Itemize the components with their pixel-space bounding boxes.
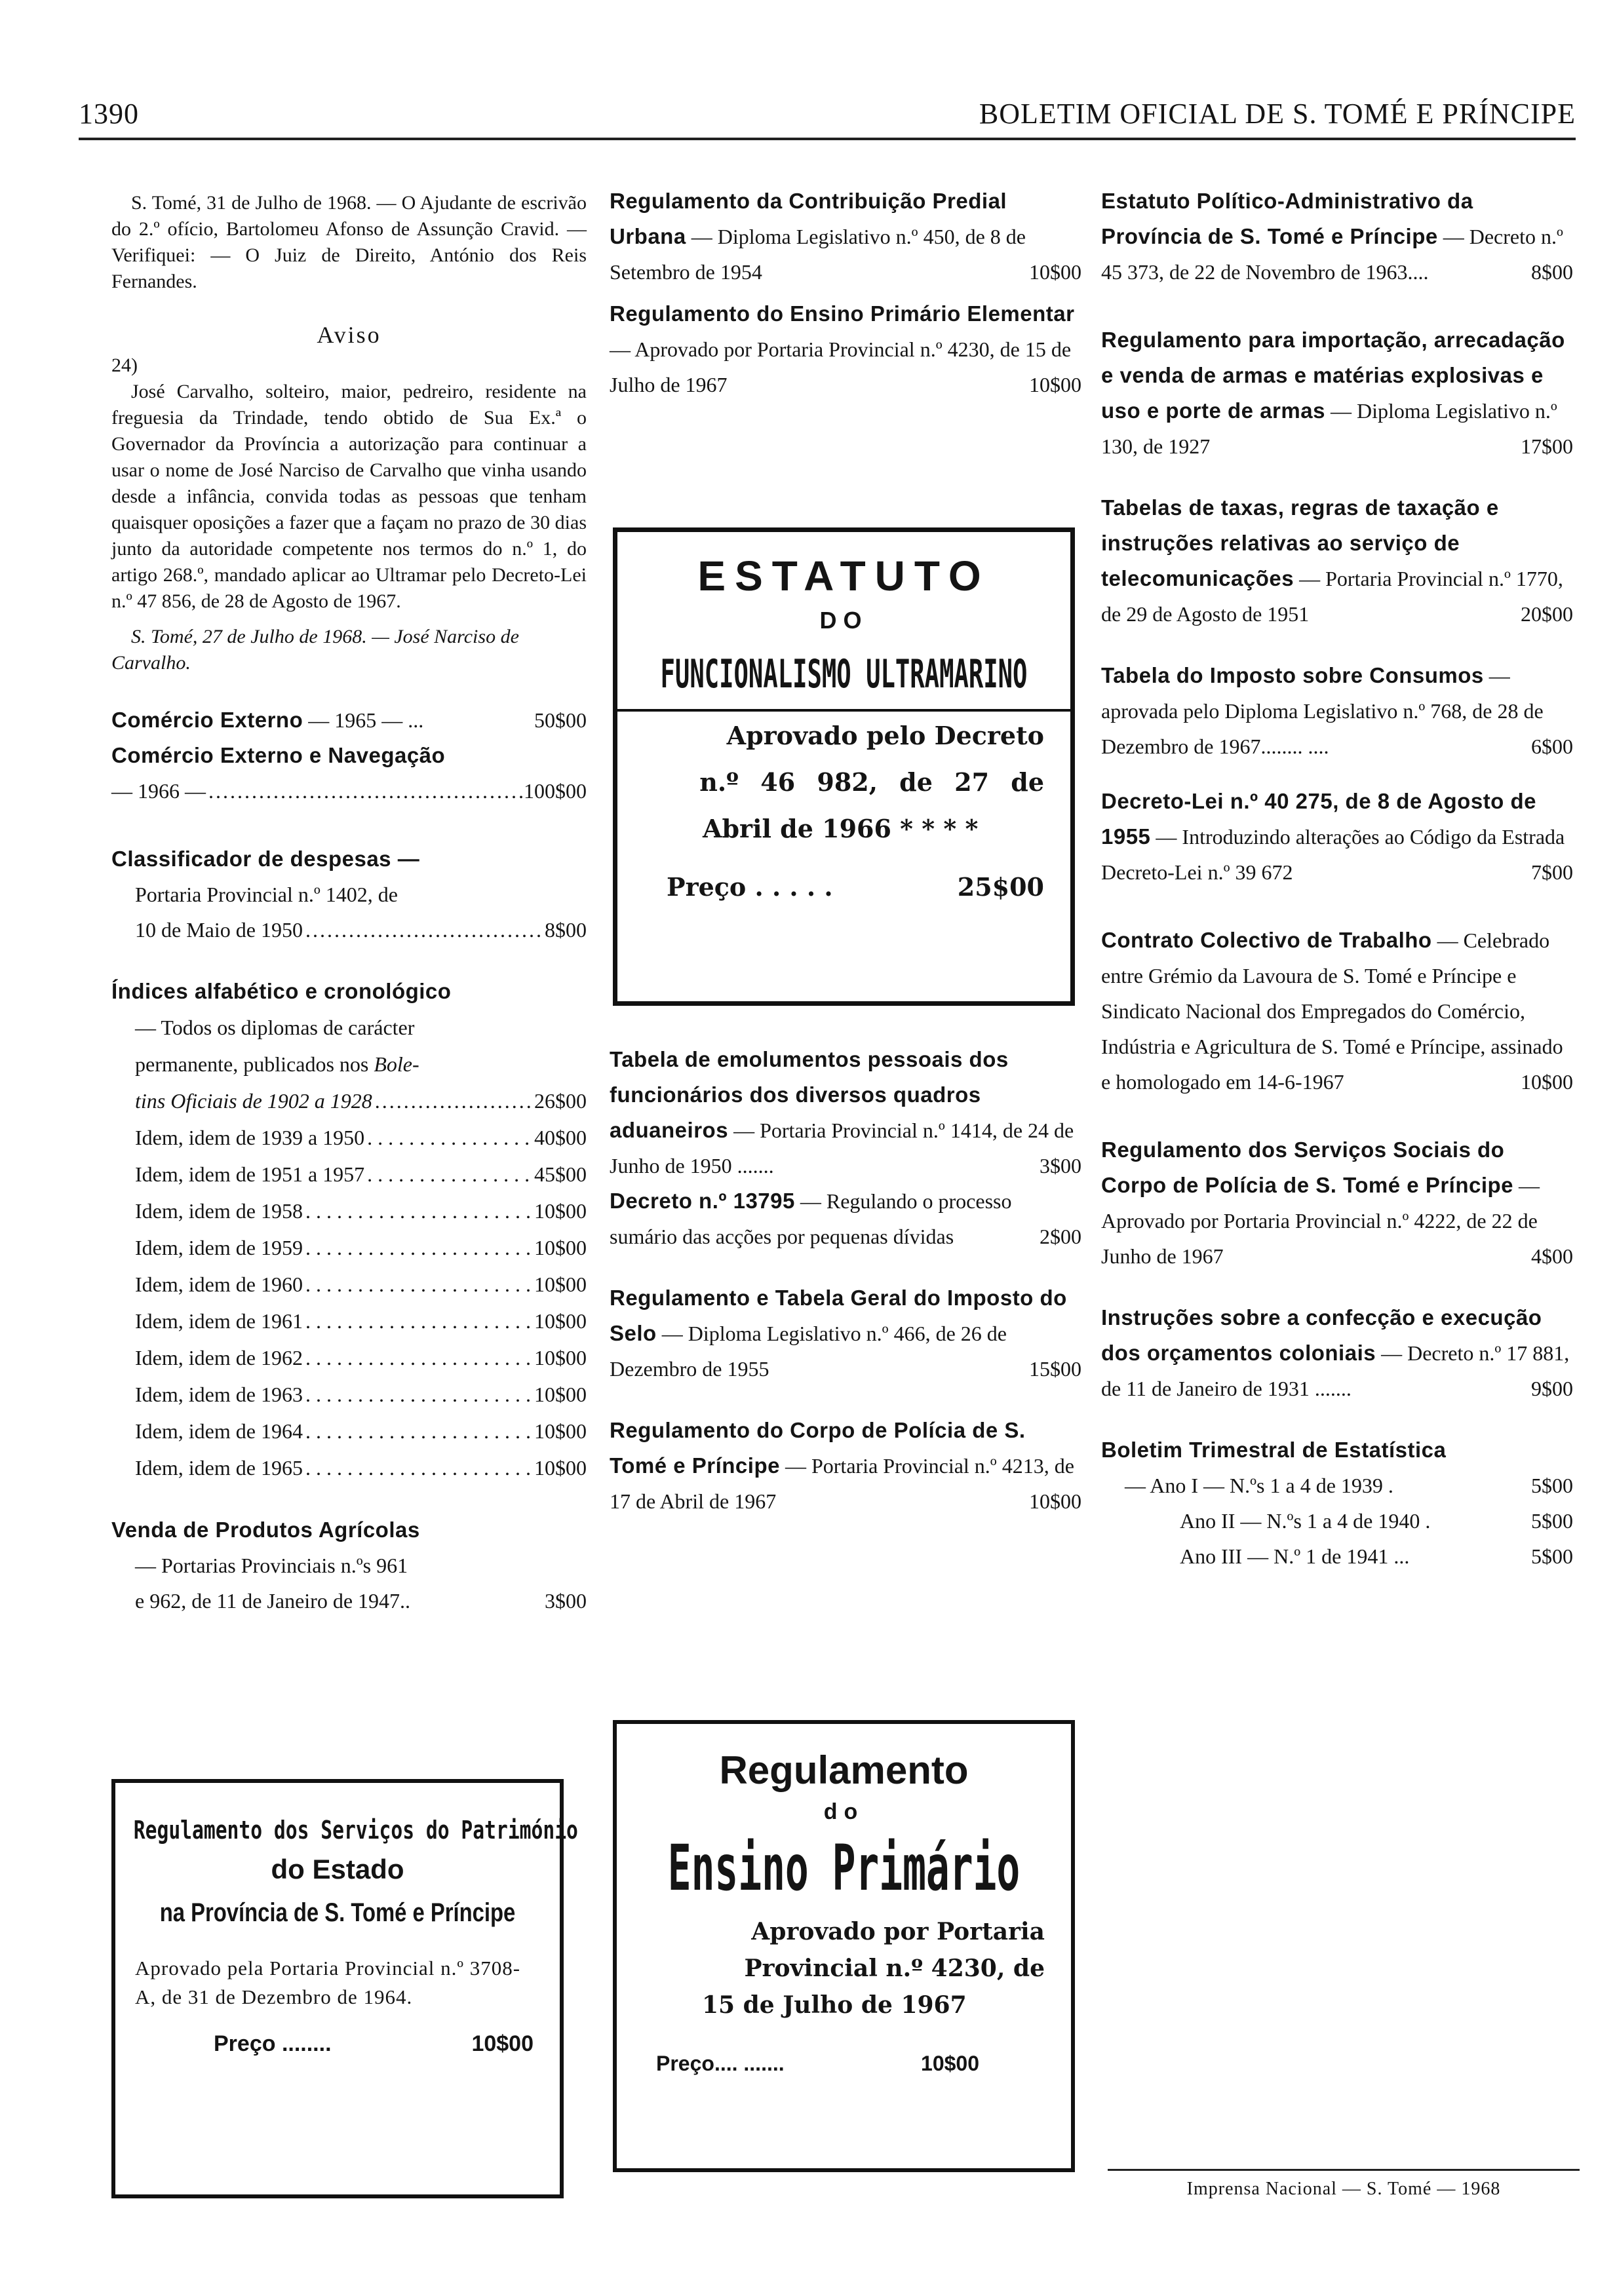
entry-classificador — [111, 841, 587, 947]
entry-price: 15$00 — [1029, 1357, 1081, 1381]
entry-title: Regulamento do Ensino Primário Elementar — [610, 301, 1075, 326]
entry-text: — Diploma Legislativo n.º 466, de 26 de Dezembro de 1955 — [610, 1322, 1007, 1381]
entry-text: — Diploma Legislativo n.º 130, de 1927 — [1101, 399, 1557, 458]
entry-text: — 1966 — — [111, 779, 206, 803]
box-text: Aprovado pelo Decreto — [726, 721, 1044, 750]
entry-text: — 1965 — ... — [308, 708, 424, 732]
entry-price: 5$00 — [1531, 1509, 1573, 1533]
page-title: BOLETIM OFICIAL DE S. TOMÉ E PRÍNCIPE — [979, 98, 1576, 130]
box-price: 10$00 — [471, 2031, 534, 2056]
box-title: do Estado — [271, 1854, 404, 1885]
court-notice: S. Tomé, 31 de Julho de 1968. — O Ajudante de escrivão do 2.º ofício, Bartolomeu Afonso de Assunção Cravid. — Verifiquei: — O Juiz de Direito, António dos Reis Fernandes. — [111, 192, 587, 292]
entry-price: 2$00 — [1040, 1225, 1081, 1248]
entry-text: — Aprovado por Portaria Provincial n.º 4222, de 22 de Junho de 1967 — [1101, 1174, 1540, 1268]
box-title: Regulamento — [719, 1748, 969, 1792]
entry-text: — Aprovado por Portaria Provincial n.º 4230, de 15 de Julho de 1967 — [610, 337, 1072, 396]
index-row-label: Idem, idem de 1965 — [135, 1456, 303, 1480]
entry-text: — Todos os diplomas de carácter — [135, 1016, 415, 1039]
entry-title: Regulamento do Corpo de Polícia de S. Tomé e Príncipe — [610, 1418, 1026, 1478]
index-row-price: 10$00 — [534, 1272, 587, 1296]
entry-price: 100$00 — [524, 779, 587, 803]
right-column — [1101, 183, 1573, 1574]
entry-price: 3$00 — [1040, 1154, 1081, 1177]
box-title: ESTATUTO — [697, 552, 990, 600]
entry-title: Venda de Produtos Agrícolas — [111, 1518, 420, 1542]
entry-servicos-sociais — [1101, 1132, 1573, 1274]
box-price-row — [617, 2019, 1071, 2076]
entry-text: tins Oficiais de 1902 a 1928 — [135, 1089, 372, 1113]
index-row-price: 10$00 — [534, 1346, 587, 1369]
index-row-price: 10$00 — [534, 1236, 587, 1259]
index-row-label: Idem, idem de 1959 — [135, 1236, 303, 1259]
entry-text: — Decreto n.º 17 881, de 11 de Janeiro de 1931 ....... — [1101, 1341, 1570, 1400]
index-row — [111, 1156, 587, 1193]
box-text: n.º 46 982, de 27 de — [699, 767, 1044, 797]
box-title: do — [823, 1799, 865, 1824]
entry-title: Regulamento dos Serviços Sociais do Corpo de Polícia de S. Tomé e Príncipe — [1101, 1138, 1514, 1197]
entry-decreto-lei-40275 — [1101, 784, 1573, 890]
entry-price: 17$00 — [1521, 434, 1573, 458]
index-row-label: Idem, idem de 1951 a 1957 — [135, 1162, 365, 1186]
entry-text: — Ano I — N.ºs 1 a 4 de 1939 . — [1125, 1474, 1393, 1497]
index-row-price: 40$00 — [534, 1126, 587, 1149]
entry-price: 5$00 — [1531, 1474, 1573, 1497]
entry-ensino-primario — [610, 296, 1081, 402]
ad-box-patrimonio — [111, 1779, 578, 2198]
entry-text: Ano III — N.º 1 de 1941 ... — [1180, 1544, 1410, 1568]
index-row-price: 10$00 — [534, 1309, 587, 1333]
entry-title: Contrato Colectivo de Trabalho — [1101, 928, 1432, 952]
entry-comercio-1965 — [111, 702, 587, 738]
entry-corpo-policia — [610, 1413, 1081, 1519]
left-column — [111, 190, 587, 1618]
index-row-label: Idem, idem de 1961 — [135, 1309, 303, 1333]
entry-text: — Decreto n.º 45 373, de 22 de Novembro de 1963.... — [1101, 225, 1563, 284]
box-title: Regulamento dos Serviços do Património — [133, 1816, 578, 1845]
entry-text: — aprovada pelo Diploma Legislativo n.º 768, de 28 de Dezembro de 1967........ .... — [1101, 664, 1544, 758]
entry-title: Instruções sobre a confecção e execução dos orçamentos coloniais — [1101, 1305, 1542, 1365]
index-row — [111, 1119, 587, 1156]
entry-price: 10$00 — [1029, 260, 1081, 284]
entry-price: 50$00 — [534, 708, 587, 732]
entry-title: Classificador de despesas — — [111, 847, 420, 871]
index-row-price: 10$00 — [534, 1456, 587, 1480]
entry-title: Tabelas de taxas, regras de taxação e instruções relativas ao serviço de telecomunicações — [1101, 495, 1499, 590]
index-row-label: Idem, idem de 1963 — [135, 1383, 303, 1406]
page-number: 1390 — [79, 98, 139, 130]
index-row-label: Idem, idem de 1962 — [135, 1346, 303, 1369]
entry-price: 20$00 — [1521, 602, 1573, 626]
entry-text: — Portarias Provinciais n.ºs 961 — [135, 1554, 408, 1577]
entry-regulamento-armas — [1101, 322, 1573, 464]
entry-text: 10 de Maio de 1950 — [135, 918, 303, 942]
entry-text: permanente, publicados nos Bole- — [135, 1052, 419, 1076]
index-row — [111, 1339, 587, 1376]
entry-price: 3$00 — [545, 1589, 587, 1613]
ad-box-ensino — [613, 1720, 1075, 2172]
entry-title: Regulamento para importação, arrecadação e venda de armas e matérias explosivas e uso e porte de armas — [1101, 328, 1565, 423]
entry-price: 8$00 — [545, 918, 587, 942]
entry-title: Regulamento da Contribuição Predial Urbana — [610, 189, 1007, 248]
entry-title: Estatuto Político-Administrativo da Província de S. Tomé e Príncipe — [1101, 189, 1473, 248]
index-row-label: Idem, idem de 1960 — [135, 1272, 303, 1296]
entry-predial-urbana — [610, 183, 1081, 290]
entry-price: 4$00 — [1531, 1244, 1573, 1268]
box-price-row — [617, 843, 1070, 902]
header-rule — [79, 138, 1576, 140]
box-title: FUNCIONALISMO ULTRAMARINO — [660, 651, 1028, 697]
box-price: 25$00 — [957, 872, 1044, 902]
index-row — [111, 1376, 587, 1413]
aviso-body: José Carvalho, solteiro, maior, pedreiro, residente na freguesia da Trindade, tendo obtido de Sua Ex.ª o Governador da Província a autorização para continuar a usar o nome de José Narciso de Carvalho que vinha usando desde a infância, convida todas as pessoas que tenham quaisquer oposições a fazer que a façam no prazo de 30 dias junto da autoridade competente nos termos do n.º 1, do artigo 268.º, mandado aplicar ao Ultramar pelo Decreto-Lei n.º 47 856, de 28 de Agosto de 1967. — [111, 381, 587, 612]
entry-text: — Diploma Legislativo n.º 450, de 8 de Setembro de 1954 — [610, 225, 1026, 284]
entry-venda — [111, 1512, 587, 1618]
box-title: DO — [819, 607, 868, 634]
index-row-label: Idem, idem de 1958 — [135, 1199, 303, 1223]
box-title: Ensino Primário — [667, 1831, 1021, 1905]
footer-imprint: Imprensa Nacional — S. Tomé — 1968 — [1108, 2169, 1580, 2200]
entry-price: 9$00 — [1531, 1377, 1573, 1400]
entry-decreto-13795 — [610, 1183, 1081, 1254]
index-row-price: 10$00 — [534, 1419, 587, 1443]
index-row-label: Idem, idem de 1964 — [135, 1419, 303, 1443]
entry-title: Decreto n.º 13795 — [610, 1189, 795, 1213]
aviso-number: 24) — [111, 354, 138, 376]
entry-imposto-selo — [610, 1280, 1081, 1387]
box-text: Provincial n.º 4230, de — [744, 1955, 1045, 1982]
entry-indices — [111, 974, 587, 1119]
entry-title: Tabela de emolumentos pessoais dos funcionários dos diversos quadros aduaneiros — [610, 1047, 1009, 1142]
entry-price: 26$00 — [534, 1089, 587, 1113]
entry-title: Boletim Trimestral de Estatística — [1101, 1438, 1447, 1462]
box-price-label: Preço . . . . . — [667, 872, 833, 902]
entry-tabela-emolumentos — [610, 1042, 1081, 1183]
entry-imposto-consumos — [1101, 658, 1573, 764]
index-row — [111, 1449, 587, 1486]
entry-title: Decreto-Lei n.º 40 275, de 8 de Agosto de 1955 — [1101, 789, 1537, 849]
indices-list — [111, 1119, 587, 1486]
box-text: Aprovado por Portaria — [751, 1918, 1045, 1945]
box-title: na Província de S. Tomé e Príncipe — [159, 1898, 516, 1927]
aviso-signature: S. Tomé, 27 de Julho de 1968. — José Narciso de Carvalho. — [111, 626, 519, 674]
entry-title: Índices alfabético e cronológico — [111, 979, 452, 1003]
entry-text: Ano II — N.ºs 1 a 4 de 1940 . — [1180, 1509, 1431, 1533]
index-row-price: 10$00 — [534, 1383, 587, 1406]
entry-text: — Regulando o processo sumário das acções por pequenas dívidas — [610, 1189, 1012, 1248]
box-text: 15 de Julho de 1967 — [702, 1991, 967, 2019]
index-row — [111, 1303, 587, 1339]
entry-text: Portaria Provincial n.º 1402, de — [135, 883, 398, 906]
box-text: Abril de 1966 * * * * — [703, 814, 979, 843]
entry-text: — Introduzindo alterações ao Código da Estrada Decreto-Lei n.º 39 672 — [1101, 825, 1565, 884]
ad-box-estatuto — [613, 527, 1075, 1006]
entry-price: 6$00 — [1531, 735, 1573, 758]
entry-text: e 962, de 11 de Janeiro de 1947.. — [135, 1589, 411, 1613]
entry-price: 10$00 — [1029, 373, 1081, 396]
entry-text: — Portaria Provincial n.º 1414, de 24 de Junho de 1950 ....... — [610, 1119, 1074, 1177]
entry-estatuto-politico — [1101, 183, 1573, 290]
entry-price: 10$00 — [1029, 1489, 1081, 1513]
entry-telecomunicacoes — [1101, 490, 1573, 632]
entry-price: 10$00 — [1521, 1070, 1573, 1094]
middle-column — [610, 183, 1081, 402]
index-row — [111, 1266, 587, 1303]
index-row-price: 45$00 — [534, 1162, 587, 1186]
entry-title: Comércio Externo e Navegação — [111, 743, 446, 767]
middle-column-lower — [610, 1042, 1081, 1519]
index-row-price: 10$00 — [534, 1199, 587, 1223]
entry-text: — Celebrado entre Grémio da Lavoura de S. Tomé e Príncipe e Sindicato Nacional dos Empregados do Comércio, Indústria e Agricultura de S. Tomé e Príncipe, assinado e homologado em 14-6-1967 — [1101, 928, 1563, 1094]
box-price-label: Preço.... ....... — [656, 2052, 785, 2075]
box-body: Aprovado pela Portaria Provincial n.º 3708-A, de 31 de Dezembro de 1964. — [135, 1957, 521, 2008]
entry-orcamentos-coloniais — [1101, 1300, 1573, 1406]
entry-text: — Portaria Provincial n.º 1770, de 29 de Agosto de 1951 — [1101, 567, 1563, 626]
entry-price: 8$00 — [1531, 260, 1573, 284]
entry-title: Tabela do Imposto sobre Consumos — [1101, 663, 1484, 687]
box-price-row — [115, 2012, 560, 2057]
entry-text: — Portaria Provincial n.º 4213, de 17 de Abril de 1967 — [610, 1454, 1074, 1513]
index-row — [111, 1229, 587, 1266]
entry-comercio-1966 — [111, 738, 587, 809]
entry-price: 7$00 — [1531, 860, 1573, 884]
box-price: 10$00 — [921, 2052, 979, 2075]
aviso-title: Aviso — [317, 322, 381, 348]
entry-price: 5$00 — [1531, 1544, 1573, 1568]
index-row — [111, 1193, 587, 1229]
entry-contrato-colectivo — [1101, 923, 1573, 1100]
entry-title: Comércio Externo — [111, 708, 303, 732]
entry-boletim-trimestral — [1101, 1432, 1573, 1574]
index-row-label: Idem, idem de 1939 a 1950 — [135, 1126, 365, 1149]
box-price-label: Preço ........ — [214, 2031, 332, 2056]
index-row — [111, 1413, 587, 1449]
entry-title: Regulamento e Tabela Geral do Imposto do Selo — [610, 1286, 1067, 1345]
